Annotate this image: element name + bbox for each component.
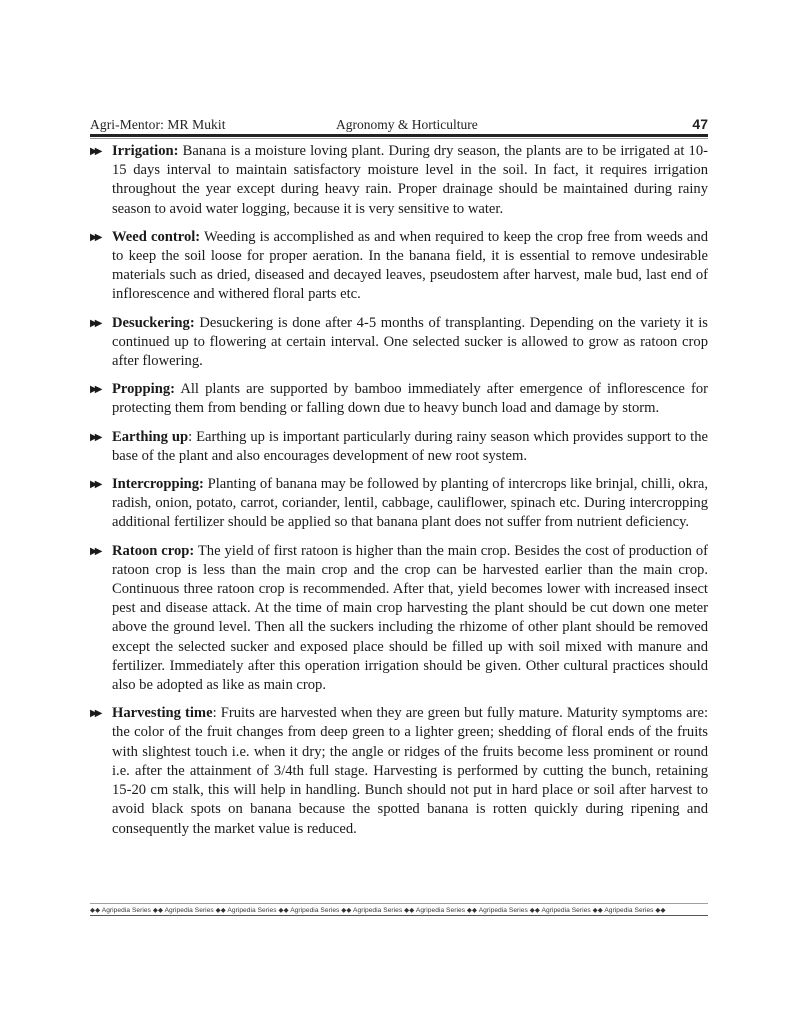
running-footer (90, 903, 708, 916)
list-item-desuckering (90, 314, 708, 372)
item-text: : Fruits are harvested when they are green but fully mature. Maturity symptoms are: the color of the fruit changes from deep green to a lighter green; shedding of floral ends of the fruits with slightest touch i.e. when it dry; the angle or ridges of the fruits become less prominent or round i.e. after the attainment of 3/4th full stage. Harvesting is performed by cutting the bunch, retaining 15-20 cm stalk, this will help in handling. Bunch should not put in hard place or soil after harvest to avoid black spots on banana because the spotted banana is rotten quickly during ripening and consequently the market value is reduced. (112, 705, 708, 837)
item-text: Planting of banana may be followed by planting of intercrops like brinjal, chilli, okra, radish, onion, potato, carrot, coriander, lentil, cabbage, cauliflower, spinach etc. During intercropping additional fertilizer should be applied so that banana plant does not suffer from nutrient deficiency. (112, 476, 708, 531)
page-number: 47 (692, 116, 708, 132)
item-text: Banana is a moisture loving plant. During dry season, the plants are to be irrigated at 10-15 days interval to maintain satisfactory moisture level in the soil. In fact, it requires irrigation throughout the year except during heavy rain. Proper drainage should be maintained during rainy season to avoid water logging, because it is very sensitive to water. (112, 143, 708, 217)
header-author: Agri-Mentor: MR Mukit (90, 117, 226, 132)
document-page (90, 114, 708, 848)
list-item-propping (90, 380, 708, 418)
footer-series-text: ◆◆ Agripedia Series ◆◆ Agripedia Series ◆◆ Agripedia Series ◆◆ Agripedia Series ◆◆ Agripedia Series ◆◆ Agripedia Series ◆◆ Agripedia Series ◆◆ Agripedia Series ◆◆ Agripedia Series ◆◆ (90, 907, 666, 914)
double-arrow-bullet-icon: ▶▶ (90, 384, 100, 396)
item-text: The yield of first ratoon is higher than the main crop. Besides the cost of production of ratoon crop is less than the main crop and the crop can be harvested earlier than the main crop. Continuous three ratoon crop is recommended. After that, yield becomes lower with increased insect pest and disease attack. At the time of main crop harvesting the plant should be cut down one meter above the ground level. Then all the suckers including the rhizome of other plant should be removed except the selected sucker and exposed place should be filled up with soil mixed with manure and fertilizer. Immediately after this operation irrigation should be given. Other cultural practices should also be adopted as like as main crop. (112, 542, 708, 694)
list-item-intercropping (90, 475, 708, 533)
item-term: Ratoon crop: (112, 542, 195, 559)
footer-series-banner (90, 904, 708, 916)
double-arrow-bullet-icon: ▶▶ (90, 317, 100, 329)
item-text: All plants are supported by bamboo immediately after emergence of inflorescence for protecting them from bending or falling down due to heavy bunch load and damage by storm. (112, 381, 708, 417)
item-term: Propping: (112, 381, 175, 398)
item-term: Earthing up (112, 428, 189, 445)
header-subject: Agronomy & Horticulture (336, 117, 478, 132)
double-arrow-bullet-icon: ▶▶ (90, 431, 100, 443)
list-item-harvesting-time (90, 704, 708, 838)
item-term: Weed control: (112, 228, 201, 245)
list-item-irrigation (90, 142, 708, 219)
list-item-weed-control (90, 228, 708, 305)
list-item-ratoon-crop (90, 542, 708, 696)
double-arrow-bullet-icon: ▶▶ (90, 479, 100, 491)
item-term: Intercropping: (112, 476, 204, 493)
item-text: : Earthing up is important particularly during rainy season which provides support to the base of the plant and also encourages development of new root system. (112, 428, 708, 464)
item-text: Desuckering is done after 4-5 months of transplanting. Depending on the variety it is continued up to flowering at certain interval. One selected sucker is allowed to grow as ratoon crop after flowering. (112, 314, 708, 370)
double-arrow-bullet-icon: ▶▶ (90, 231, 100, 243)
item-term: Harvesting time (112, 705, 213, 722)
item-term: Irrigation: (112, 143, 179, 159)
item-text: Weeding is accomplished as and when required to keep the crop free from weeds and to keep the soil loose for proper aeration. In the banana field, it is essential to remove undesirable materials such as dried, diseased and decayed leaves, pseudostem after harvest, male bud, last end of inflorescence and withered floral parts etc. (112, 228, 709, 303)
header-rule-thick (90, 134, 708, 137)
double-arrow-bullet-icon: ▶▶ (90, 146, 100, 157)
running-header (90, 114, 708, 134)
item-term: Desuckering: (112, 314, 195, 331)
double-arrow-bullet-icon: ▶▶ (90, 708, 100, 720)
double-arrow-bullet-icon: ▶▶ (90, 545, 100, 557)
body-content (90, 142, 708, 839)
list-item-earthing-up (90, 428, 708, 466)
header-rule-thin (90, 138, 708, 139)
